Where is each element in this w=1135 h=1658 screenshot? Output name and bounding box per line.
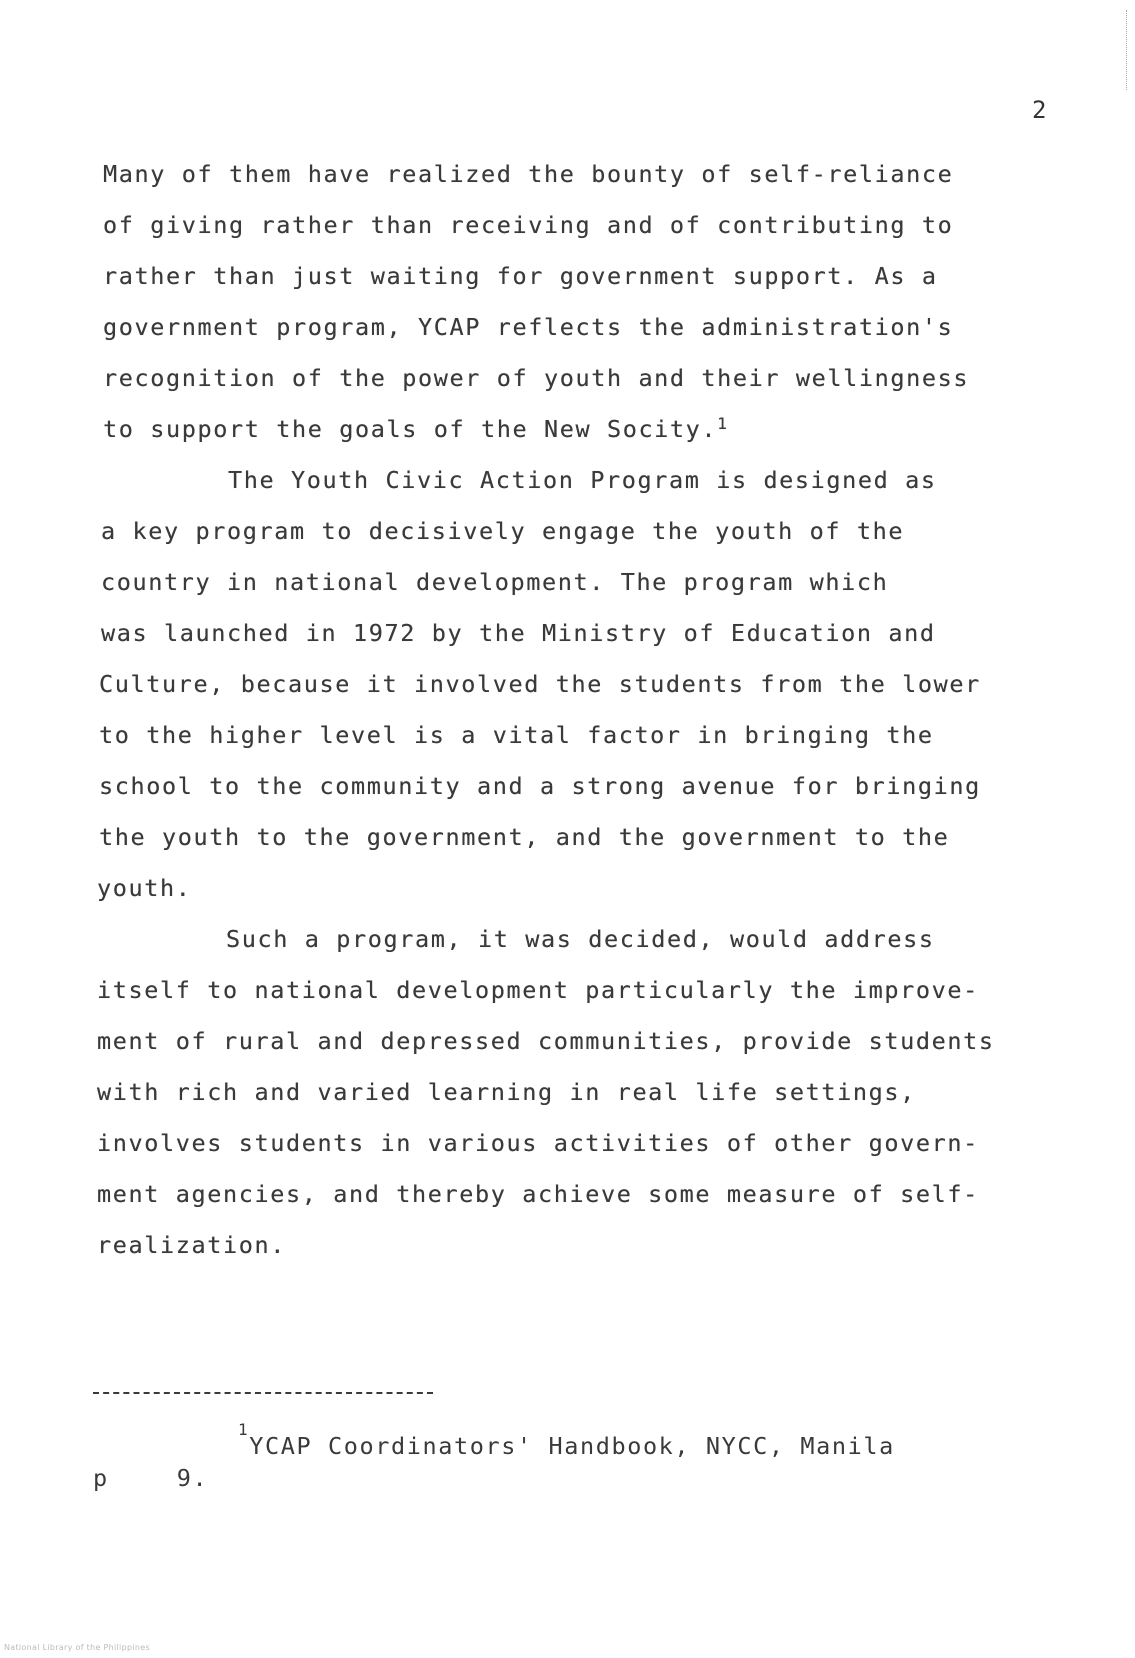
body-line: Culture, because it involved the students from the lower [99,670,981,698]
body-line: the youth to the government, and the government to the [99,823,950,851]
scan-margin-marks [1126,10,1129,90]
body-line: youth. [97,874,192,902]
body-line: to the higher level is a vital factor in bringing the [99,721,934,749]
footnote-page-number: 9. [176,1464,209,1492]
body-line: itself to national development particularly the improve- [97,976,979,1004]
body-line: ment of rural and depressed communities, provide students [97,1027,995,1055]
body-line: rather than just waiting for government support. As a [103,262,938,290]
body-line: involves students in various activities of other govern- [97,1129,979,1157]
footnote-text: YCAP Coordinators' Handbook, NYCC, Manila [249,1431,895,1460]
body-line: government program, YCAP reflects the administration's [103,313,954,341]
body-line: of giving rather than receiving and of contributing to [103,211,954,239]
scan-footer: National Library of the Philippines [4,1643,150,1652]
body-line: a key program to decisively engage the youth of the [101,517,905,545]
footnote-page-abbrev: p [93,1464,109,1492]
body-line: school to the community and a strong avenue for bringing [99,772,981,800]
body-line: was launched in 1972 by the Ministry of Education and [101,619,936,647]
body-line: realization. [97,1231,286,1259]
body-line: The Youth Civic Action Program is designed as [228,466,937,494]
footnote-marker: 1 [238,1420,250,1439]
footnote-separator [93,1392,433,1394]
body-line: with rich and varied learning in real life settings, [97,1078,916,1106]
body-line-text: to support the goals of the New Socity. [103,415,718,443]
page-number: 2 [1032,96,1047,124]
body-line: country in national development. The program which [101,568,889,596]
footnote-line [238,1420,895,1460]
body-line: ment agencies, and thereby achieve some measure of self- [97,1180,979,1208]
body-line-with-footnote [103,415,728,443]
body-line: Such a program, it was decided, would address [226,925,935,953]
body-line: recognition of the power of youth and their wellingness [103,364,970,392]
footnote-page-ref [93,1464,208,1492]
body-line: Many of them have realized the bounty of self-reliance [103,160,954,188]
footnote-reference: 1 [717,414,729,433]
